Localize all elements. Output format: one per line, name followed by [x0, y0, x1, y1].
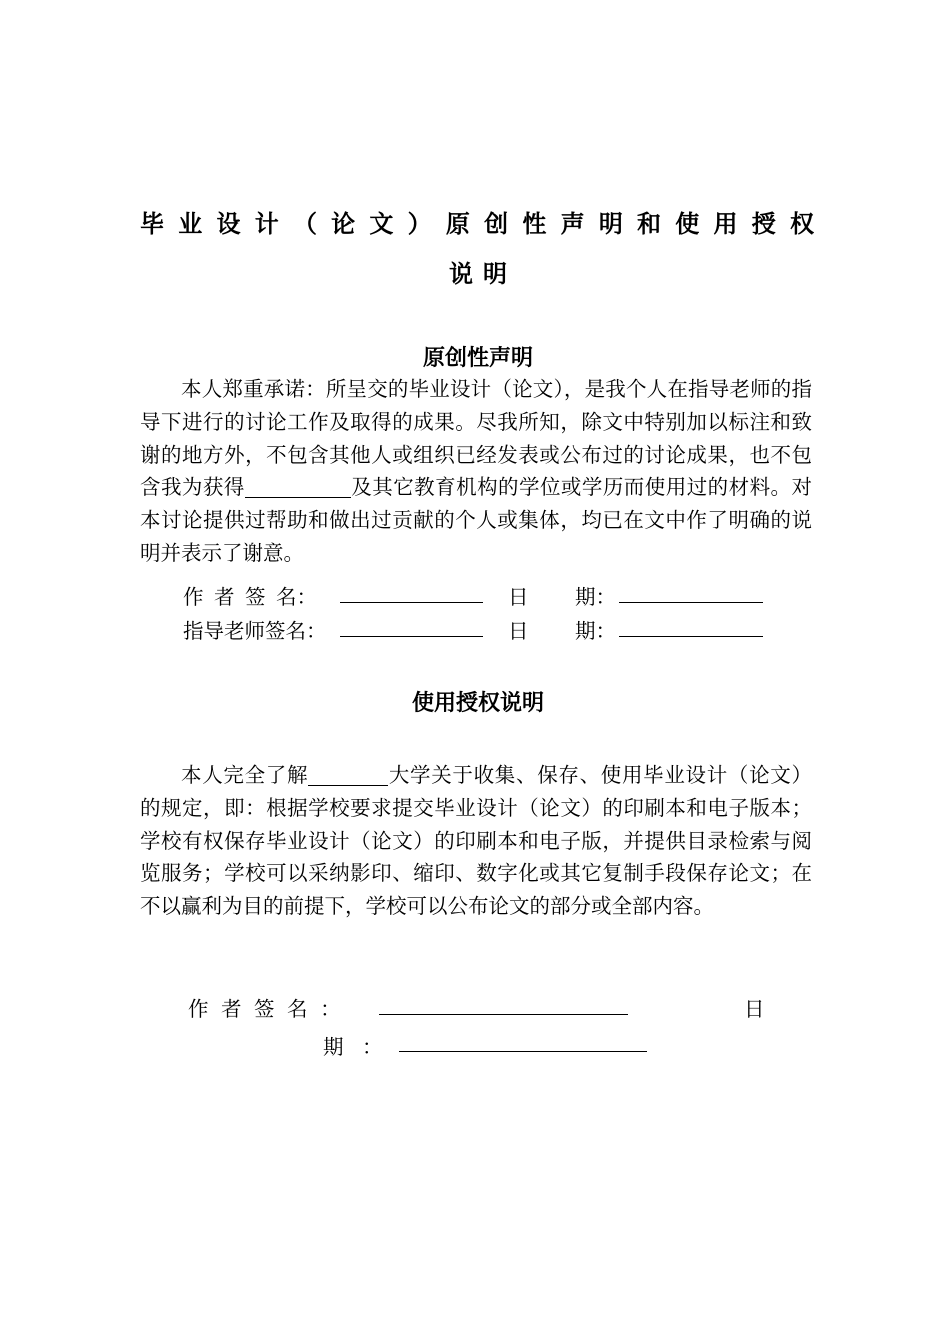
university-blank-field[interactable] — [308, 763, 388, 786]
document-title-line-2: 说明 — [449, 260, 517, 288]
final-date-line[interactable] — [399, 1050, 647, 1052]
date-label-period-1: 期： — [575, 585, 616, 609]
advisor-date-line[interactable] — [619, 635, 763, 637]
degree-blank-field[interactable] — [245, 475, 351, 498]
authorization-paragraph — [140, 759, 812, 923]
author-signature-line[interactable] — [340, 601, 483, 603]
originality-text-part2: 及其它教育机构的学位或学历而使用过的材料。对本讨论提供过帮助和做出过贡献的个人或集体，均已在文中作了明确的说明并表示了谢意。 — [140, 475, 813, 565]
originality-heading: 原创性声明 — [422, 346, 533, 371]
final-author-signature-label: 作 者 签 名 ： — [188, 997, 341, 1021]
authorization-text-part1: 本人完全了解 — [181, 763, 309, 787]
advisor-signature-line[interactable] — [340, 635, 483, 637]
document-title-line-1: 毕业设计（论文）原创性声明和使用授权 — [140, 210, 816, 238]
date-label-period-2: 期： — [575, 619, 616, 643]
final-date-label-day: 日 — [744, 997, 765, 1021]
author-signature-label: 作 者 签 名： — [183, 585, 318, 609]
originality-text-part1: 本人郑重承诺：所呈交的毕业设计（论文），是我个人在指导老师的指导下进行的讨论工作及取得的成果。尽我所知，除文中特别加以标注和致谢的地方外，不包含其他人或组织已经发表或公布过的讨论成果，也不包含我为获得 — [140, 377, 812, 500]
advisor-signature-label: 指导老师签名： — [183, 619, 327, 643]
final-author-signature-line[interactable] — [379, 1013, 628, 1015]
authorization-text-part2: 大学关于收集、保存、使用毕业设计（论文）的规定，即：根据学校要求提交毕业设计（论文）的印刷本和电子版本；学校有权保存毕业设计（论文）的印刷本和电子版，并提供目录检索与阅览服务；学校可以采纳影印、缩印、数字化或其它复制手段保存论文；在不以赢利为目的前提下，学校可以公布论文的部分或全部内容。 — [140, 763, 813, 919]
final-date-label-period: 期 ： — [323, 1035, 383, 1059]
date-label-day-1: 日 — [508, 585, 529, 609]
originality-paragraph — [140, 373, 812, 570]
date-label-day-2: 日 — [508, 619, 529, 643]
authorization-heading: 使用授权说明 — [411, 691, 544, 716]
author-date-line[interactable] — [619, 601, 763, 603]
